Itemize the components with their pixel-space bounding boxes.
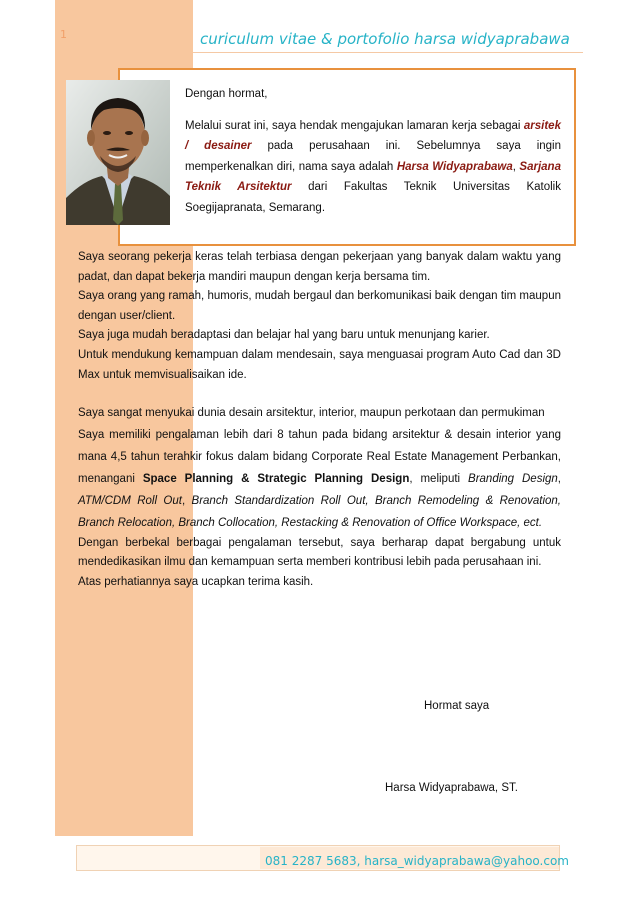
footer-contact: 081 2287 5683, harsa_widyaprabawa@yahoo.com xyxy=(265,854,569,868)
paragraph-software: Untuk mendukung kemampuan dalam mendesain, saya menguasai program Auto Cad dan 3D Max untuk memvisualisaikan ide. xyxy=(78,348,561,381)
experience-text-d: , xyxy=(181,494,192,507)
profile-photo xyxy=(66,80,170,225)
paragraph-thanks: Atas perhatiannya saya ucapkan terima kasih. xyxy=(78,575,314,588)
closing-text: Hormat saya xyxy=(424,700,490,712)
signature-name: Harsa Widyaprabawa, ST. xyxy=(385,782,518,794)
paragraph-personality: Saya orang yang ramah, humoris, mudah bergaul dan berkomunikasi baik dengan tim maupun dengan user/client. xyxy=(78,290,561,322)
intro-comma: , xyxy=(512,160,516,173)
position-highlight: arsitek / desainer xyxy=(185,119,561,152)
experience-italic-2: ATM/CDM Roll Out xyxy=(78,494,182,507)
intro-text xyxy=(185,84,561,218)
experience-text-b: , meliputi xyxy=(409,472,469,485)
greeting: Dengan hormat, xyxy=(185,88,268,100)
experience-italic-1: Branding Design xyxy=(468,472,558,485)
letter-body xyxy=(78,248,561,593)
paragraph-adaptability: Saya juga mudah beradaptasi dan belajar hal yang baru untuk menunjang karier. xyxy=(78,329,490,342)
header-divider xyxy=(193,52,583,53)
page-title: curiculum vitae & portofolio harsa widyaprabawa xyxy=(200,30,570,48)
experience-bold: Space Planning & Strategic Planning Design xyxy=(142,472,410,485)
paragraph-hope: Dengan berbekal berbagai pengalaman tersebut, saya berharap dapat bergabung untuk mendedikasikan ilmu dan kemampuan serta memberi kontribusi lebih pada perusahaan ini. xyxy=(78,536,561,569)
paragraph-interest: Saya sangat menyukai dunia desain arsitektur, interior, maupun perkotaan dan permukiman xyxy=(78,407,545,420)
intro-line-3: dari Fakultas Teknik Universitas Katolik Soegijapranata, Semarang. xyxy=(185,181,561,214)
experience-text-a: Saya memiliki pengalaman lebih dari 8 tahun pada bidang arsitektur & desain interior yang mana 4,5 tahun terahkir fokus dalam bidang Corporate Real Estate Management Perbankan, menangani xyxy=(78,428,561,485)
paragraph-experience xyxy=(78,424,561,534)
degree-highlight: Sarjana Teknik Arsitektur xyxy=(185,160,561,193)
experience-text-c: , xyxy=(557,472,561,485)
paragraph-work-ethic: Saya seorang pekerja keras telah terbiasa dengan pekerjaan yang banyak dalam waktu yang padat, dan dapat bekerja mandiri maupun dengan kerja bersama tim. xyxy=(78,251,561,283)
portrait-image xyxy=(66,80,170,225)
experience-italic-3: Branch Standardization Roll Out, Branch Remodeling & Renovation, Branch Relocation, Branch Collocation, Restacking & Renovation of Office Workspace, ect. xyxy=(78,494,561,529)
intro-paragraph xyxy=(185,116,561,219)
intro-line-1: Melalui surat ini, saya hendak mengajukan lamaran kerja sebagai xyxy=(185,119,521,132)
page-number: 1 xyxy=(60,28,67,41)
intro-line-2: pada perusahaan ini. Sebelumnya saya ingin memperkenalkan diri, nama saya adalah xyxy=(185,140,561,173)
name-highlight: Harsa Widyaprabawa xyxy=(396,160,513,173)
